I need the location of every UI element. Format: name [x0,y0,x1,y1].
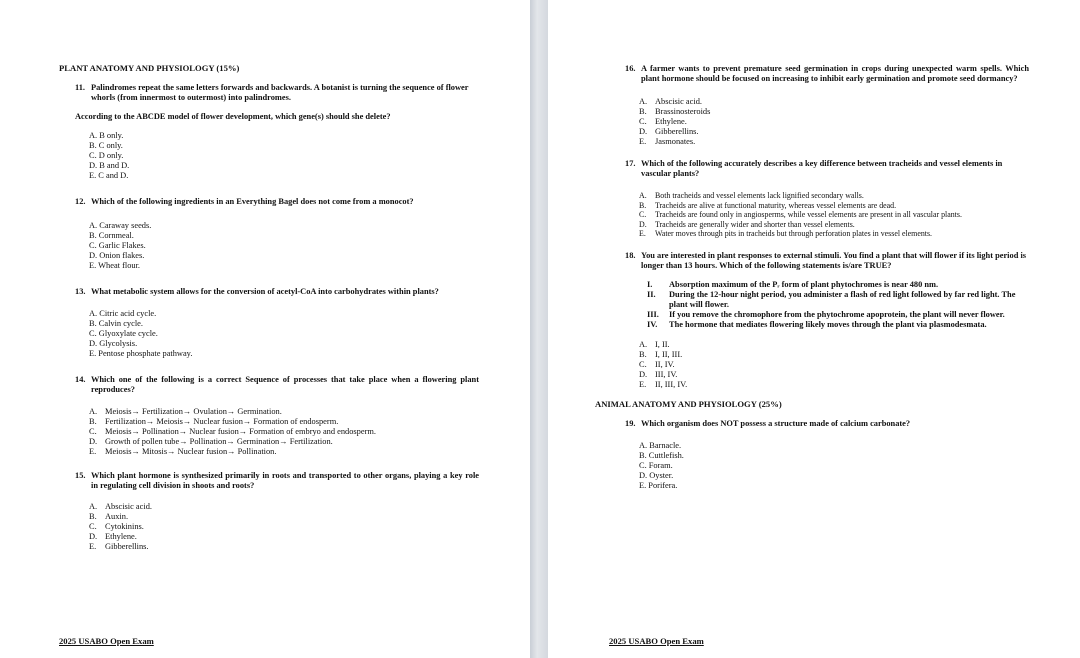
option-text: Water moves through pits in tracheids but through perforation plates in vessel elements. [655,229,933,238]
page-footer: 2025 USABO Open Exam [59,636,154,646]
option-text: Tracheids are generally wider and shorter than vessel elements. [655,219,855,229]
page-footer: 2025 USABO Open Exam [609,636,704,646]
section-title-plant: PLANT ANATOMY AND PHYSIOLOGY (15%) [59,63,240,73]
option[interactable]: D. B and D. [89,161,130,170]
option[interactable] [89,532,479,542]
question-17 [625,159,1029,179]
option[interactable]: E. Porifera. [639,480,678,490]
option-text: Growth of pollen tube→ Pollination→ Germination→ Fertilization. [105,437,333,446]
option[interactable]: A. Caraway seeds. [89,221,152,230]
option-text: Cytokinins. [105,522,144,531]
option[interactable]: A. Barnacle. [639,440,682,450]
option[interactable] [639,229,1029,239]
option[interactable]: B. C only. [89,141,123,150]
option-text: Brassinosteroids [655,107,711,116]
question-number: 16. [625,64,636,73]
option-letter: A. [639,339,648,349]
statement-text: The hormone that mediates flowering likely moves through the plant via plasmodesmata. [669,319,987,329]
option[interactable] [639,340,1029,350]
option-text: Tracheids are alive at functional maturity, whereas vessel elements are dead. [655,200,897,210]
option-letter: E. [89,447,97,456]
question-19 [625,419,1029,429]
statement-text: During the 12-hour night period, you administer a flash of red light followed by far red light. The plant will flower. [669,289,1016,309]
option-text: Abscisic acid. [655,97,702,106]
option-letter: A. [89,502,98,511]
option-text: Meiosis→ Fertilization→ Ovulation→ Germination. [105,407,282,416]
option-letter: D. [639,127,648,136]
option[interactable] [639,107,1029,117]
option[interactable]: C. D only. [89,151,124,160]
option-text: Gibberellins. [655,127,699,136]
question-18-statements [609,280,1029,330]
question-13 [75,287,479,297]
option[interactable]: E. Pentose phosphate pathway. [89,349,193,358]
option-letter: D. [639,219,647,229]
question-text: Which plant hormone is synthesized primarily in roots and transported to other organs, playing a key role in regulating cell division in shoots and roots? [91,471,479,490]
option-letter: A. [639,97,648,106]
option[interactable] [639,97,1029,107]
option-text: III, IV. [655,369,678,379]
option-letter: A. [639,191,647,200]
question-17-options [639,191,1029,239]
option[interactable] [89,407,479,417]
question-text: Which organism does NOT possess a structure made of calcium carbonate? [641,418,911,428]
question-15 [75,471,479,491]
option-text: Tracheids are found only in angiosperms, while vessel elements are present in all vascular plants. [655,210,962,219]
option-text: Ethylene. [655,117,687,126]
option-letter: C. [639,359,647,369]
option[interactable]: B. Calvin cycle. [89,319,143,328]
option[interactable] [89,427,479,437]
statement-number: IV. [647,319,658,329]
question-number: 18. [625,250,636,260]
question-18 [625,251,1029,271]
question-number: 11. [75,83,86,92]
option[interactable]: A. Citric acid cycle. [89,309,157,318]
statement [647,320,1029,330]
option-letter: E. [639,137,647,146]
question-number: 19. [625,418,636,428]
statement [647,290,1029,310]
option[interactable] [639,127,1029,137]
question-11-options [89,131,479,181]
option-text: Fertilization→ Meiosis→ Nuclear fusion→ Formation of endosperm. [105,417,339,426]
question-number: 15. [75,471,86,480]
option-text: Meiosis→ Mitosis→ Nuclear fusion→ Pollination. [105,447,277,456]
option[interactable] [639,201,1029,211]
question-12-options [89,221,479,271]
option[interactable] [89,542,479,552]
option[interactable] [89,502,479,512]
option[interactable]: A. B only. [89,131,124,140]
option-letter: C. [639,210,647,219]
option-text: Ethylene. [105,532,137,541]
option[interactable]: B. Cornmeal. [89,231,134,240]
question-11-followup: According to the ABCDE model of flower development, which gene(s) should she delete? [75,112,391,121]
option-letter: B. [639,200,647,210]
option[interactable]: C. Garlic Flakes. [89,241,146,250]
option[interactable] [89,512,479,522]
option[interactable]: C. Foram. [639,460,673,470]
statement [647,280,1029,290]
statement-number: III. [647,309,659,319]
statement-text: Absorption maximum of the Pᵣ form of plant phytochromes is near 480 nm. [669,279,939,289]
option-letter: D. [89,532,98,541]
question-19-options [639,441,1029,491]
question-number: 12. [75,197,86,206]
question-15-options [89,502,479,552]
left-page-content [59,63,479,552]
option[interactable]: B. Cuttlefish. [639,450,684,460]
option-text: Gibberellins. [105,542,149,551]
option-letter: C. [89,427,97,436]
option[interactable]: C. Glyoxylate cycle. [89,329,158,338]
question-14 [75,375,479,395]
option-text: I, II. [655,339,670,349]
option[interactable] [89,447,479,457]
option[interactable] [89,417,479,427]
option-letter: B. [639,349,647,359]
question-16-options [639,97,1029,147]
question-text: What metabolic system allows for the conversion of acetyl-CoA into carbohydrates within plants? [91,287,439,296]
option[interactable]: D. Glycolysis. [89,339,138,348]
question-number: 13. [75,287,86,296]
option-letter: E. [639,229,646,238]
option-text: II, IV. [655,359,675,369]
option[interactable]: E. Wheat flour. [89,261,141,270]
option-text: Both tracheids and vessel elements lack lignified secondary walls. [655,191,864,200]
question-text: You are interested in plant responses to external stimuli. You find a plant that will flower if its light period is longer than 13 hours. Which of the following statements is/are TRUE? [641,250,1027,270]
question-text: Which of the following ingredients in an Everything Bagel does not come from a monocot? [91,197,414,206]
option[interactable]: E. C and D. [89,171,129,180]
option[interactable] [89,437,479,447]
statement-number: II. [647,289,656,299]
option-text: I, II, III. [655,349,683,359]
statement-text: If you remove the chromophore from the phytochrome apoprotein, the plant will never flower. [669,309,1005,319]
option-letter: B. [89,417,97,426]
option-letter: E. [89,542,97,551]
question-text: Which of the following accurately describes a key difference between tracheids and vessel elements in vascular plants? [641,159,1003,178]
option-letter: E. [639,379,647,389]
question-text: A farmer wants to prevent premature seed germination in crops during unexpected warm spells. Which plant hormone should be focused on increasing to inhibit early germination and promote seed dormancy? [641,64,1029,83]
option-text: Abscisic acid. [105,502,152,511]
option-letter: D. [89,437,98,446]
left-page [0,0,530,658]
question-11 [75,83,479,103]
question-18-options [639,340,1029,390]
question-12 [75,197,479,207]
question-14-options [89,407,479,457]
option-text: Meiosis→ Pollination→ Nuclear fusion→ Formation of embryo and endosperm. [105,427,376,436]
right-page-content [595,64,1029,491]
option[interactable] [639,350,1029,360]
option-letter: B. [639,107,647,116]
question-text: Which one of the following is a correct Sequence of processes that take place when a flowering plant reproduces? [91,375,479,394]
option[interactable] [639,117,1029,127]
question-13-options [89,309,479,359]
question-number: 17. [625,159,636,168]
option-text: II, III, IV. [655,379,688,389]
section-title-animal: ANIMAL ANATOMY AND PHYSIOLOGY (25%) [595,398,782,409]
option[interactable] [639,380,1029,390]
option-text: Jasmonates. [655,137,696,146]
option-letter: C. [89,522,97,531]
option[interactable]: D. Oyster. [639,470,674,480]
option[interactable] [639,191,1029,201]
option-letter: B. [89,512,97,521]
option[interactable] [639,220,1029,230]
statement [647,310,1029,320]
option[interactable]: D. Onion flakes. [89,251,145,260]
question-text: Palindromes repeat the same letters forwards and backwards. A botanist is turning the sequence of flower whorls (from innermost to outermost) into palindromes. [91,83,469,102]
statement-number: I. [647,279,653,289]
option[interactable] [639,137,1029,147]
option[interactable] [639,360,1029,370]
option[interactable] [639,370,1029,380]
question-16 [625,64,1029,84]
option-letter: A. [89,407,98,416]
option-text: Auxin. [105,512,129,521]
option[interactable] [639,210,1029,220]
page-gutter [530,0,548,658]
option-letter: C. [639,117,647,126]
option[interactable] [89,522,479,532]
question-number: 14. [75,375,86,384]
right-page [548,0,1080,658]
option-letter: D. [639,369,648,379]
